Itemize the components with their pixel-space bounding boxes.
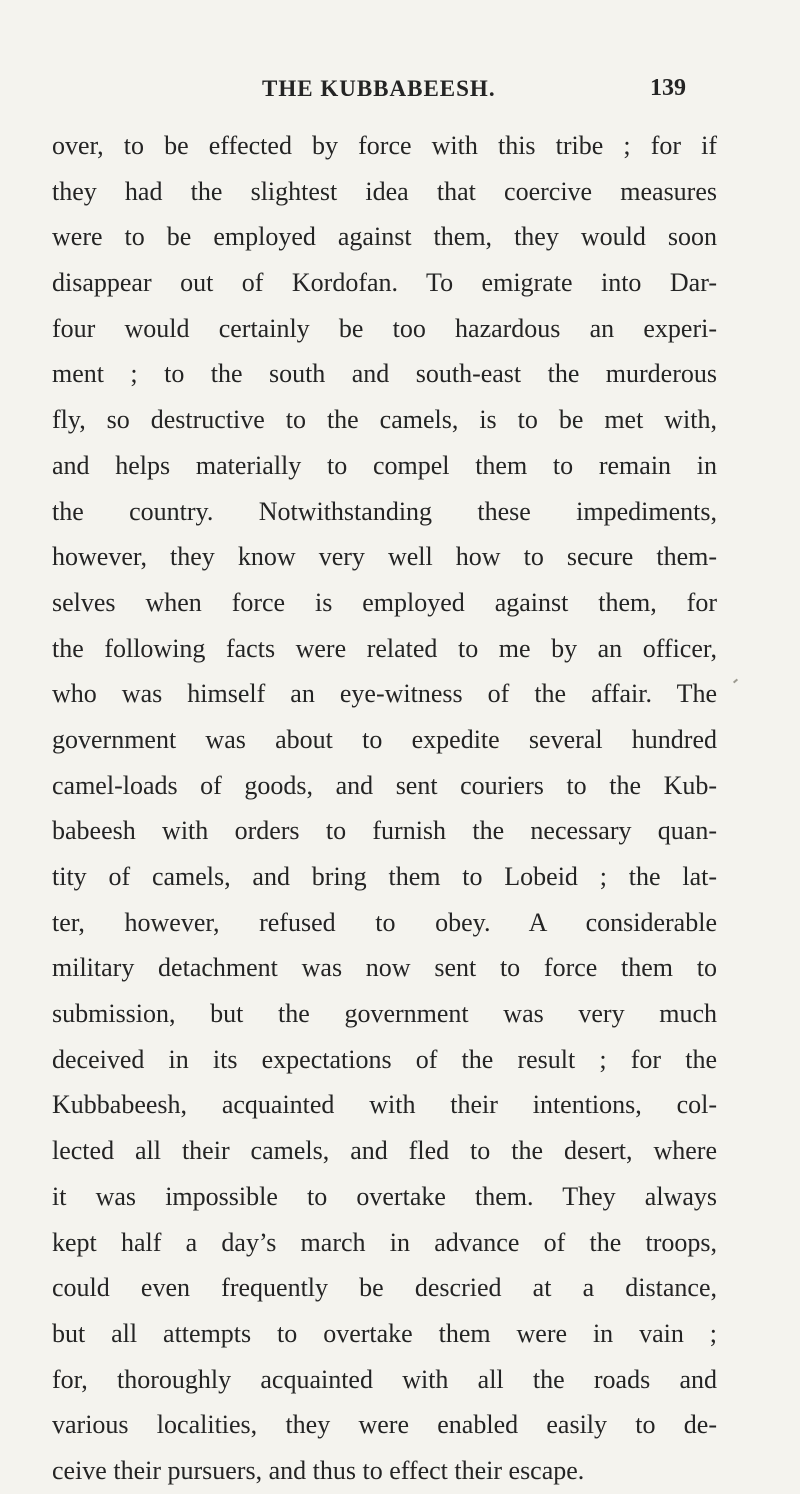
text-line-18: ter, however, refused to obey. A considerable bbox=[52, 907, 717, 937]
text-line-30: ceive their pursuers, and thus to effect their escape. bbox=[52, 1455, 585, 1485]
text-line-28: for, thoroughly acquainted with all the roads and bbox=[52, 1364, 717, 1394]
text-line-14: government was about to expedite several hundred bbox=[52, 724, 717, 754]
text-line-3: were to be employed against them, they would soon bbox=[52, 222, 717, 252]
text-line-20: submission, but the government was very much bbox=[52, 999, 717, 1029]
text-line-19: military detachment was now sent to force them to bbox=[52, 953, 717, 983]
text-line-11: selves when force is employed against them, for bbox=[52, 587, 717, 617]
text-line-24: it was impossible to overtake them. They always bbox=[52, 1181, 717, 1211]
text-line-4: disappear out of Kordofan. To emigrate into Dar- bbox=[52, 268, 717, 298]
text-line-9: the country. Notwithstanding these impediments, bbox=[52, 496, 717, 526]
text-line-15: camel-loads of goods, and sent couriers to the Kub- bbox=[52, 770, 717, 800]
text-line-26: could even frequently be descried at a distance, bbox=[52, 1273, 717, 1303]
page-number: 139 bbox=[650, 75, 686, 101]
text-line-16: babeesh with orders to furnish the necessary quan- bbox=[52, 816, 717, 846]
text-line-13: who was himself an eye-witness of the affair. The bbox=[52, 679, 717, 709]
running-title: THE KUBBABEESH. bbox=[262, 76, 496, 101]
text-line-5: four would certainly be too hazardous an experi- bbox=[52, 313, 717, 343]
text-line-6: ment ; to the south and south-east the murderous bbox=[52, 359, 717, 389]
text-line-22: Kubbabeesh, acquainted with their intentions, col- bbox=[52, 1090, 717, 1120]
text-line-10: however, they know very well how to secure them- bbox=[52, 542, 717, 572]
text-line-7: fly, so destructive to the camels, is to be met with, bbox=[52, 405, 717, 435]
running-head bbox=[0, 66, 800, 106]
text-line-2: they had the slightest idea that coercive measures bbox=[52, 176, 717, 206]
text-line-23: lected all their camels, and fled to the desert, where bbox=[52, 1136, 717, 1166]
text-line-1: over, to be effected by force with this tribe ; for if bbox=[52, 131, 717, 160]
text-line-21: deceived in its expectations of the result ; for the bbox=[52, 1044, 717, 1074]
text-line-17: tity of camels, and bring them to Lobeid ; the lat- bbox=[52, 862, 717, 891]
text-line-25: kept half a day’s march in advance of the troops, bbox=[52, 1227, 717, 1257]
text-line-27: but all attempts to overtake them were in vain ; bbox=[52, 1318, 717, 1348]
text-line-8: and helps materially to compel them to remain in bbox=[52, 450, 717, 480]
print-mark bbox=[733, 679, 738, 684]
body-text bbox=[52, 123, 717, 1494]
text-line-12: the following facts were related to me by an officer, bbox=[52, 633, 717, 663]
text-line-29: various localities, they were enabled easily to de- bbox=[52, 1410, 717, 1440]
